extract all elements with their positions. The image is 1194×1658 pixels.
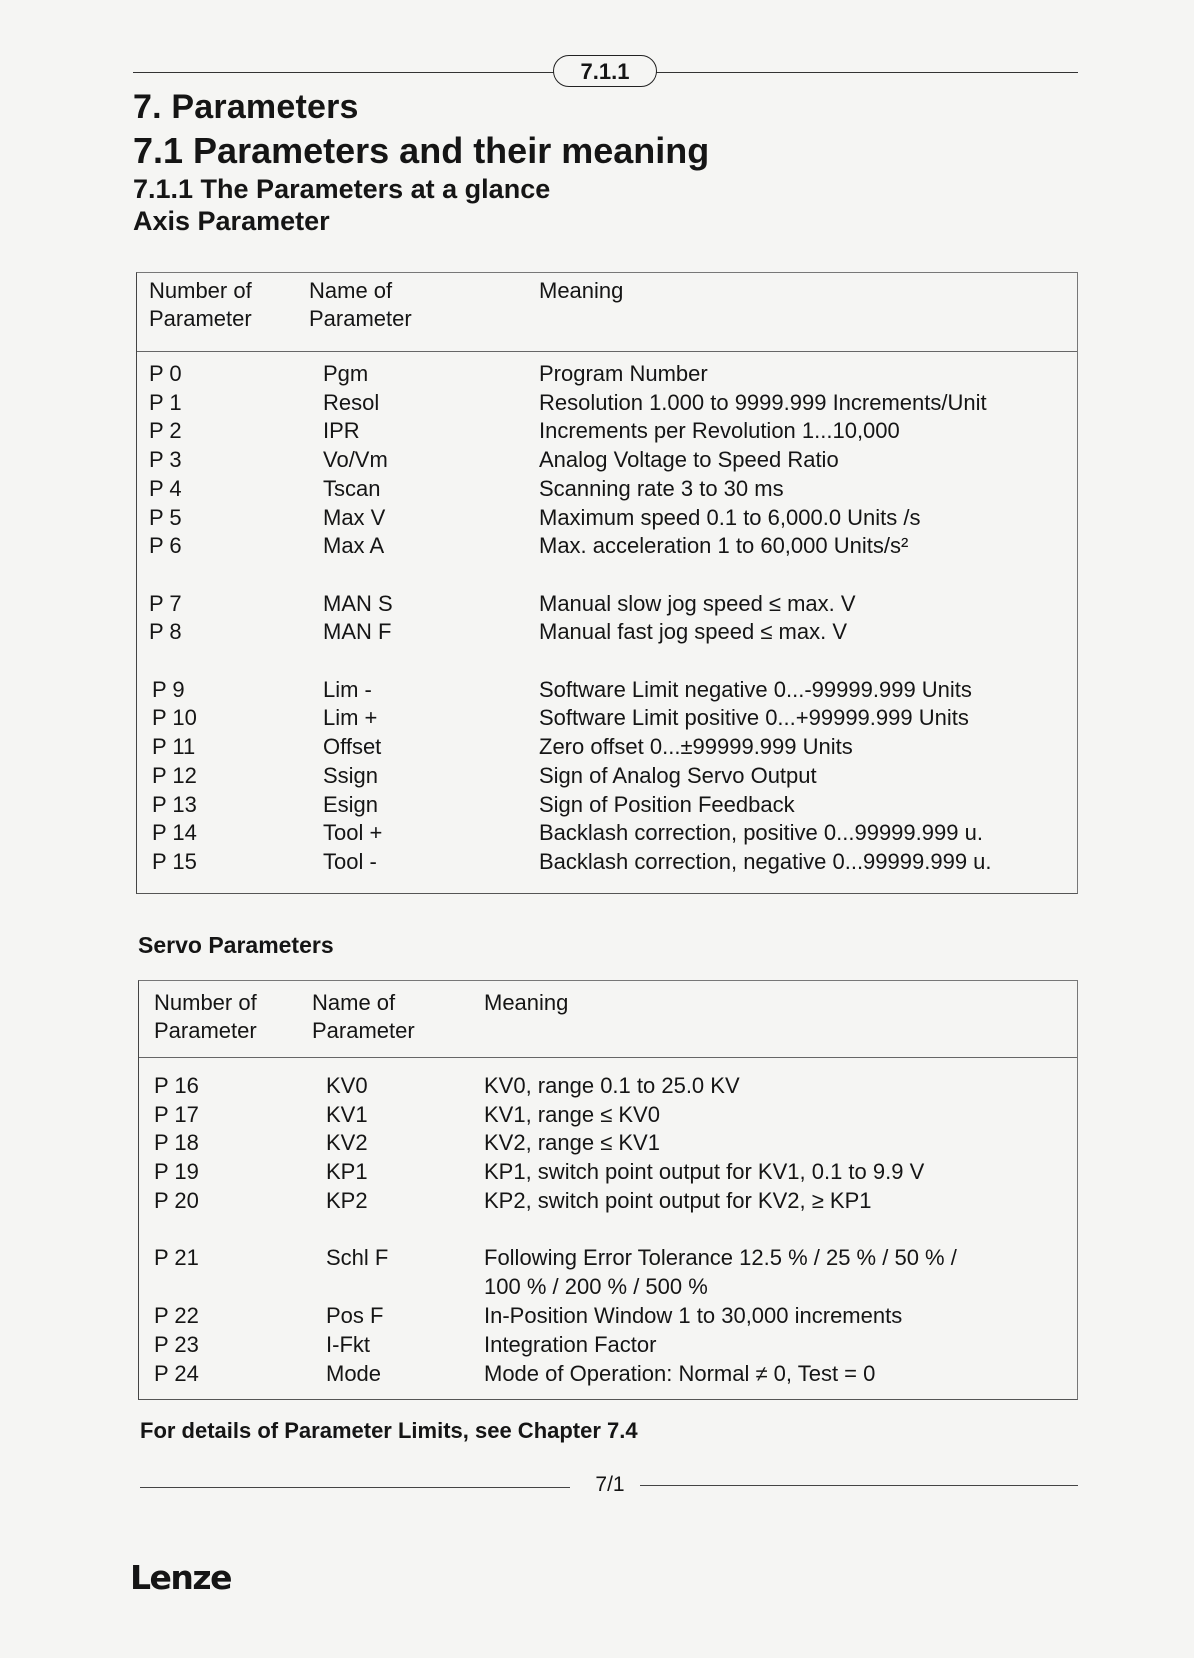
servo-col2-header-line1: Name of [312,990,396,1015]
param-name: Mode [326,1360,382,1386]
header-rule-left [133,72,555,73]
param-meaning: KV2, range ≤ KV1 [484,1130,660,1156]
param-number: P 11 [152,734,196,760]
subsection-title: 7.1.1 The Parameters at a glance [133,174,551,204]
table-row [137,849,1077,878]
servo-col1-header-line2: Parameter [154,1018,257,1043]
table-row [139,1188,1077,1217]
table-row [137,591,1077,620]
param-name: Pgm [323,361,369,386]
section-badge: 7.1.1 [553,55,657,87]
param-name: Vo/Vm [323,447,388,473]
table-row [139,1303,1077,1332]
param-number: P 16 [154,1073,199,1098]
servo-parameters-heading: Servo Parameters [138,932,334,958]
param-name: Resol [323,389,380,415]
parameter-limits-note: For details of Parameter Limits, see Chapter 7.4 [140,1418,638,1443]
param-meaning: Sign of Position Feedback [539,791,795,817]
param-number: P 0 [149,361,182,386]
param-number: P 3 [149,447,182,473]
table-row [139,1361,1077,1390]
axis-col1-header-line2: Parameter [149,306,252,331]
axis-col2-header-line1: Name of [309,278,393,303]
axis-col2-header-line2: Parameter [309,306,412,331]
param-number: P 4 [149,475,182,501]
param-number: P 5 [149,504,182,530]
param-number: P 6 [149,533,182,559]
param-number: P 24 [154,1360,199,1386]
table-row [137,734,1077,763]
param-number: P 10 [152,705,197,731]
param-number: P 2 [149,418,182,444]
param-name: Schl F [326,1245,389,1270]
table-row [139,1245,1077,1274]
table-row [137,619,1077,648]
axis-parameter-heading: Axis Parameter [133,206,330,236]
param-meaning: Integration Factor [484,1332,657,1357]
table-row [137,792,1077,821]
param-meaning: Manual slow jog speed ≤ max. V [539,590,856,616]
param-number: P 21 [154,1245,199,1270]
table-row [137,476,1077,505]
param-name: Offset [323,734,382,760]
param-name: Tscan [323,475,381,501]
param-number: P 1 [149,389,182,415]
param-name: KP2 [326,1187,368,1213]
param-meaning: Software Limit negative 0...-99999.999 Units [539,676,972,702]
table-row [137,361,1077,390]
param-name: Pos F [326,1303,384,1328]
param-name: Lim + [323,705,378,731]
param-meaning: Program Number [539,361,708,386]
param-name: KV0 [326,1073,368,1098]
param-name: Max A [323,533,385,559]
param-meaning: Software Limit positive 0...+99999.999 Units [539,705,969,731]
table-row [139,1332,1077,1361]
table-row [137,533,1077,562]
param-number: P 8 [149,619,182,645]
param-meaning: Resolution 1.000 to 9999.999 Increments/Unit [539,389,987,415]
param-meaning: Maximum speed 0.1 to 6,000.0 Units /s [539,504,921,530]
servo-parameter-table [138,980,1078,1400]
param-number: P 18 [154,1130,199,1156]
param-number: P 15 [152,848,197,874]
page-number: 7/1 [595,1473,625,1496]
header-rule-right [655,72,1078,73]
table-row [137,763,1077,792]
axis-header-divider [137,351,1077,352]
table-row [139,1073,1077,1102]
axis-parameter-table [136,272,1078,894]
table-row [137,447,1077,476]
param-number: P 9 [152,676,185,702]
param-name: KP1 [326,1159,368,1185]
axis-col3-header: Meaning [539,278,624,303]
param-name: Tool - [323,848,377,874]
param-meaning: Backlash correction, negative 0...99999.999 u. [539,848,992,874]
table-row [139,1102,1077,1131]
param-number: P 20 [154,1187,199,1213]
table-row [137,418,1077,447]
table-row [137,705,1077,734]
param-meaning: KV0, range 0.1 to 25.0 KV [484,1073,740,1098]
param-name: MAN S [323,590,393,616]
table-row [137,820,1077,849]
param-number: P 17 [154,1101,199,1127]
section-title: 7.1 Parameters and their meaning [133,130,710,171]
param-number: P 19 [154,1159,199,1185]
servo-col3-header: Meaning [484,990,569,1015]
param-meaning: Increments per Revolution 1...10,000 [539,418,900,444]
param-meaning: KP1, switch point output for KV1, 0.1 to 9.9 V [484,1159,925,1185]
servo-col1-header-line1: Number of [154,990,257,1015]
param-number: P 13 [152,791,197,817]
table-row [139,1159,1077,1188]
table-row [137,390,1077,419]
table-row [137,505,1077,534]
param-name: Lim - [323,676,372,702]
param-meaning: Sign of Analog Servo Output [539,762,817,788]
param-meaning: Zero offset 0...±99999.999 Units [539,734,853,760]
param-number: P 7 [149,590,182,616]
footer-rule-right [640,1485,1078,1486]
param-name: I-Fkt [326,1332,370,1357]
param-meaning: KV1, range ≤ KV0 [484,1101,660,1127]
param-name: Tool + [323,820,383,846]
param-meaning: Manual fast jog speed ≤ max. V [539,619,848,645]
param-meaning: In-Position Window 1 to 30,000 increments [484,1303,903,1328]
param-name: KV1 [326,1101,368,1127]
param-number: P 12 [152,762,197,788]
axis-col1-header-line1: Number of [149,278,252,303]
param-name: Esign [323,791,379,817]
param-meaning: KP2, switch point output for KV2, ≥ KP1 [484,1187,872,1213]
param-name: KV2 [326,1130,368,1156]
param-meaning-line2: 100 % / 200 % / 500 % [484,1273,708,1299]
param-name: Max V [323,504,386,530]
chapter-title: 7. Parameters [133,88,359,126]
lenze-logo: Lenze [130,1558,231,1597]
table-row [139,1130,1077,1159]
param-name: IPR [323,418,360,444]
param-name: MAN F [323,619,392,645]
servo-col2-header-line2: Parameter [312,1018,415,1043]
param-meaning: Mode of Operation: Normal ≠ 0, Test = 0 [484,1360,876,1386]
param-number: P 22 [154,1303,199,1328]
param-meaning: Scanning rate 3 to 30 ms [539,475,784,501]
param-name: Ssign [323,762,379,788]
footer-rule-left [140,1487,570,1488]
param-number: P 23 [154,1332,199,1357]
param-meaning: Backlash correction, positive 0...99999.999 u. [539,820,983,846]
table-row [137,677,1077,706]
param-meaning: Following Error Tolerance 12.5 % / 25 % / 50 % / [484,1245,957,1270]
param-meaning: Analog Voltage to Speed Ratio [539,447,839,473]
param-meaning: Max. acceleration 1 to 60,000 Units/s² [539,533,909,559]
servo-header-divider [139,1057,1077,1058]
table-row-continuation [139,1274,1077,1303]
param-number: P 14 [152,820,197,846]
